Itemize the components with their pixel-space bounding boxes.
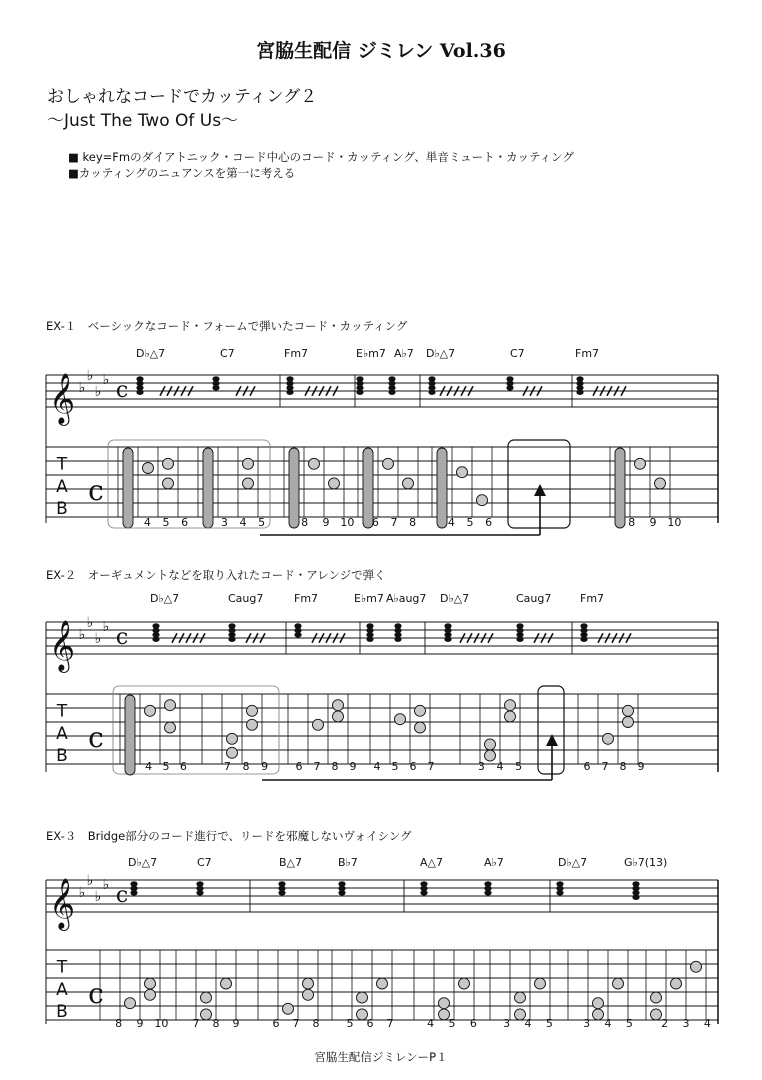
finger-dot (593, 1009, 604, 1020)
chord-notehead (556, 890, 563, 896)
finger-dot (309, 458, 320, 469)
barre-bar (289, 448, 299, 528)
finger-dot (623, 717, 634, 728)
chord-name: Fm7 (294, 592, 319, 605)
chord-name: D♭△7 (150, 592, 180, 605)
fret-number: 7 (386, 1017, 394, 1030)
chord-notehead (394, 636, 401, 642)
fret-number: 9 (649, 516, 657, 529)
flat-sign: ♭ (86, 615, 94, 631)
flat-sign: ♭ (102, 372, 110, 388)
fret-number: 3 (583, 1017, 591, 1030)
tab-letter-t: T (56, 454, 68, 475)
tab-time-sign: c (88, 976, 104, 1010)
finger-dot (651, 992, 662, 1003)
barre-bar (615, 448, 625, 528)
flat-sign: ♭ (94, 889, 102, 905)
finger-dot (145, 989, 156, 1000)
flat-sign: ♭ (94, 384, 102, 400)
fret-number: 4 (703, 1017, 711, 1030)
finger-dot (125, 998, 136, 1009)
fret-number: 6 (366, 1017, 374, 1030)
fret-number: 5 (346, 1017, 354, 1030)
tab-time-sign: c (88, 473, 104, 507)
flat-sign: ♭ (78, 380, 86, 396)
finger-dot (303, 989, 314, 1000)
flat-sign: ♭ (102, 877, 110, 893)
tab-letter-a: A (56, 979, 68, 1000)
repeat-box (508, 440, 570, 528)
flat-sign: ♭ (78, 627, 86, 643)
finger-dot (403, 478, 414, 489)
fret-number: 6 (295, 760, 303, 773)
chord-name: C7 (220, 347, 235, 360)
flat-sign: ♭ (86, 368, 94, 384)
repeat-box (538, 686, 564, 774)
chord-name: D♭△7 (128, 856, 158, 869)
common-time-sign: c (115, 883, 129, 908)
finger-dot (283, 1003, 294, 1014)
fret-number: 4 (239, 516, 247, 529)
chord-notehead (428, 389, 435, 395)
page-footer: 宮脇生配信ジミレンーP１ (314, 1050, 448, 1064)
fret-number: 5 (162, 760, 170, 773)
fret-number: 2 (661, 1017, 669, 1030)
chord-notehead (212, 385, 219, 391)
chord-name: Caug7 (516, 592, 552, 605)
fret-number: 6 (469, 1017, 477, 1030)
common-time-sign: c (115, 378, 129, 403)
finger-dot (485, 750, 496, 761)
fret-number: 3 (503, 1017, 511, 1030)
treble-clef: 𝄞 (48, 620, 76, 671)
barre-bar (125, 695, 135, 775)
finger-dot (415, 705, 426, 716)
common-time-sign: c (115, 625, 129, 650)
finger-dot (395, 714, 406, 725)
fret-number: 7 (223, 760, 231, 773)
finger-dot (165, 700, 176, 711)
fret-number: 5 (258, 516, 266, 529)
example-label-3: EX-３ Bridge部分のコード進行で、リードを邪魔しないヴォイシング (46, 829, 412, 843)
fret-number: 7 (427, 760, 435, 773)
finger-dot (515, 992, 526, 1003)
chord-name: D♭△7 (558, 856, 588, 869)
tab-letter-t: T (56, 701, 68, 722)
finger-dot (303, 978, 314, 989)
finger-dot (247, 705, 258, 716)
chord-notehead (580, 636, 587, 642)
finger-dot (655, 478, 666, 489)
arrow-head (534, 484, 546, 496)
fret-number: 5 (545, 1017, 553, 1030)
treble-clef: 𝄞 (48, 373, 76, 424)
chord-notehead (130, 890, 137, 896)
tab-letter-t: T (56, 957, 68, 978)
chord-notehead (632, 894, 639, 900)
fret-number: 5 (391, 760, 399, 773)
chord-name: E♭m7 (356, 347, 386, 360)
finger-dot (671, 978, 682, 989)
fret-number: 3 (477, 760, 485, 773)
fret-number: 4 (447, 516, 455, 529)
finger-dot (333, 711, 344, 722)
flat-sign: ♭ (94, 631, 102, 647)
fret-number: 8 (331, 760, 339, 773)
fret-number: 8 (242, 760, 250, 773)
chord-notehead (420, 890, 427, 896)
chord-name: C7 (510, 347, 525, 360)
finger-dot (227, 733, 238, 744)
chord-name: G♭7(13) (624, 856, 668, 869)
fret-number: 7 (313, 760, 321, 773)
fret-number: 7 (192, 1017, 200, 1030)
finger-dot (505, 700, 516, 711)
fret-number: 10 (340, 516, 355, 529)
finger-dot (333, 700, 344, 711)
fret-number: 4 (524, 1017, 532, 1030)
finger-dot (439, 998, 450, 1009)
fret-number: 9 (322, 516, 330, 529)
finger-dot (635, 458, 646, 469)
fret-number: 4 (143, 516, 151, 529)
fret-number: 8 (628, 516, 636, 529)
fret-number: 8 (212, 1017, 220, 1030)
finger-dot (329, 478, 340, 489)
chord-name: Fm7 (580, 592, 605, 605)
finger-dot (415, 722, 426, 733)
fret-number: 9 (136, 1017, 144, 1030)
fret-number: 9 (261, 760, 269, 773)
finger-dot (201, 992, 212, 1003)
chord-name: Caug7 (228, 592, 264, 605)
fret-number: 9 (637, 760, 645, 773)
finger-dot (505, 711, 516, 722)
fret-number: 6 (272, 1017, 280, 1030)
fret-number: 10 (154, 1017, 169, 1030)
bullet-point: ■カッティングのニュアンスを第一に考える (68, 166, 296, 180)
chord-name: C7 (197, 856, 212, 869)
finger-dot (201, 1009, 212, 1020)
fret-number: 4 (373, 760, 381, 773)
finger-dot (145, 705, 156, 716)
finger-dot (357, 992, 368, 1003)
finger-dot (459, 978, 470, 989)
fret-number: 8 (301, 516, 309, 529)
chord-notehead (444, 636, 451, 642)
fret-number: 4 (427, 1017, 435, 1030)
barre-bar (203, 448, 213, 528)
chord-notehead (152, 636, 159, 642)
finger-dot (651, 1009, 662, 1020)
chord-notehead (136, 389, 143, 395)
chord-name: Fm7 (575, 347, 600, 360)
tab-time-sign: c (88, 720, 104, 754)
finger-dot (145, 978, 156, 989)
tab-letter-a: A (56, 723, 68, 744)
finger-dot (623, 705, 634, 716)
song-subtitle: 〜Just The Two Of Us〜 (47, 111, 239, 131)
flat-sign: ♭ (102, 619, 110, 635)
fret-number: 4 (604, 1017, 612, 1030)
lesson-subtitle: おしゃれなコードでカッティング２ (47, 87, 318, 107)
fret-number: 7 (390, 516, 398, 529)
chord-name: D♭△7 (426, 347, 456, 360)
finger-dot (165, 722, 176, 733)
fret-number: 9 (349, 760, 357, 773)
fret-number: 6 (485, 516, 493, 529)
finger-dot (691, 961, 702, 972)
fret-number: 7 (292, 1017, 300, 1030)
chord-notehead (294, 632, 301, 638)
chord-name: D♭△7 (440, 592, 470, 605)
chord-name: A♭aug7 (386, 592, 427, 605)
finger-dot (613, 978, 624, 989)
chord-name: A♭7 (484, 856, 504, 869)
finger-dot (603, 733, 614, 744)
example-label-2: EX-２ オーギュメントなどを取り入れたコード・アレンジで弾く (46, 568, 386, 582)
chord-name: B♭7 (338, 856, 358, 869)
fret-number: 7 (601, 760, 609, 773)
fret-number: 6 (409, 760, 417, 773)
finger-dot (221, 978, 232, 989)
chord-name: B△7 (279, 856, 303, 869)
chord-name: A♭7 (394, 347, 414, 360)
page-title: 宮脇生配信 ジミレン Vol.36 (256, 40, 506, 62)
tab-letter-b: B (56, 746, 68, 767)
finger-dot (477, 495, 488, 506)
finger-dot (383, 458, 394, 469)
finger-dot (243, 478, 254, 489)
finger-dot (163, 458, 174, 469)
chord-notehead (196, 890, 203, 896)
fret-number: 3 (682, 1017, 690, 1030)
finger-dot (535, 978, 546, 989)
fret-number: 5 (515, 760, 523, 773)
chord-notehead (286, 389, 293, 395)
fret-number: 9 (232, 1017, 240, 1030)
finger-dot (457, 467, 468, 478)
finger-dot (313, 719, 324, 730)
chord-name: Fm7 (284, 347, 309, 360)
fret-number: 8 (619, 760, 627, 773)
finger-dot (163, 478, 174, 489)
finger-dot (143, 463, 154, 474)
finger-dot (485, 739, 496, 750)
chord-name: A△7 (420, 856, 443, 869)
fret-number: 6 (181, 516, 189, 529)
fret-number: 5 (162, 516, 170, 529)
finger-dot (247, 719, 258, 730)
barre-bar (437, 448, 447, 528)
tab-letter-b: B (56, 499, 68, 520)
chord-notehead (228, 636, 235, 642)
bullet-point: ■ key=Fmのダイアトニック・コード中心のコード・カッティング、単音ミュート・カッティング (68, 150, 574, 164)
finger-dot (243, 458, 254, 469)
fret-number: 5 (466, 516, 474, 529)
fret-number: 6 (583, 760, 591, 773)
chord-notehead (338, 890, 345, 896)
fret-number: 8 (409, 516, 417, 529)
chord-notehead (484, 890, 491, 896)
fret-number: 6 (179, 760, 187, 773)
tab-letter-a: A (56, 476, 68, 497)
fret-number: 5 (448, 1017, 456, 1030)
fret-number: 4 (145, 760, 153, 773)
barre-bar (123, 448, 133, 528)
chord-notehead (356, 389, 363, 395)
example-label-1: EX-１ ベーシックなコード・フォームで弾いたコード・カッティング (46, 319, 408, 333)
finger-dot (377, 978, 388, 989)
chord-notehead (516, 636, 523, 642)
tab-letter-b: B (56, 1002, 68, 1023)
chord-notehead (278, 890, 285, 896)
fret-number: 8 (312, 1017, 320, 1030)
fret-number: 5 (625, 1017, 633, 1030)
chord-name: D♭△7 (136, 347, 166, 360)
chord-notehead (388, 389, 395, 395)
finger-dot (227, 747, 238, 758)
treble-clef: 𝄞 (48, 878, 76, 929)
chord-notehead (506, 385, 513, 391)
finger-dot (593, 998, 604, 1009)
chord-name: E♭m7 (354, 592, 384, 605)
fret-number: 6 (371, 516, 379, 529)
flat-sign: ♭ (86, 873, 94, 889)
fret-number: 10 (667, 516, 682, 529)
flat-sign: ♭ (78, 885, 86, 901)
fret-number: 8 (115, 1017, 123, 1030)
chord-notehead (366, 636, 373, 642)
fret-number: 4 (496, 760, 504, 773)
fret-number: 3 (220, 516, 228, 529)
chord-notehead (576, 389, 583, 395)
